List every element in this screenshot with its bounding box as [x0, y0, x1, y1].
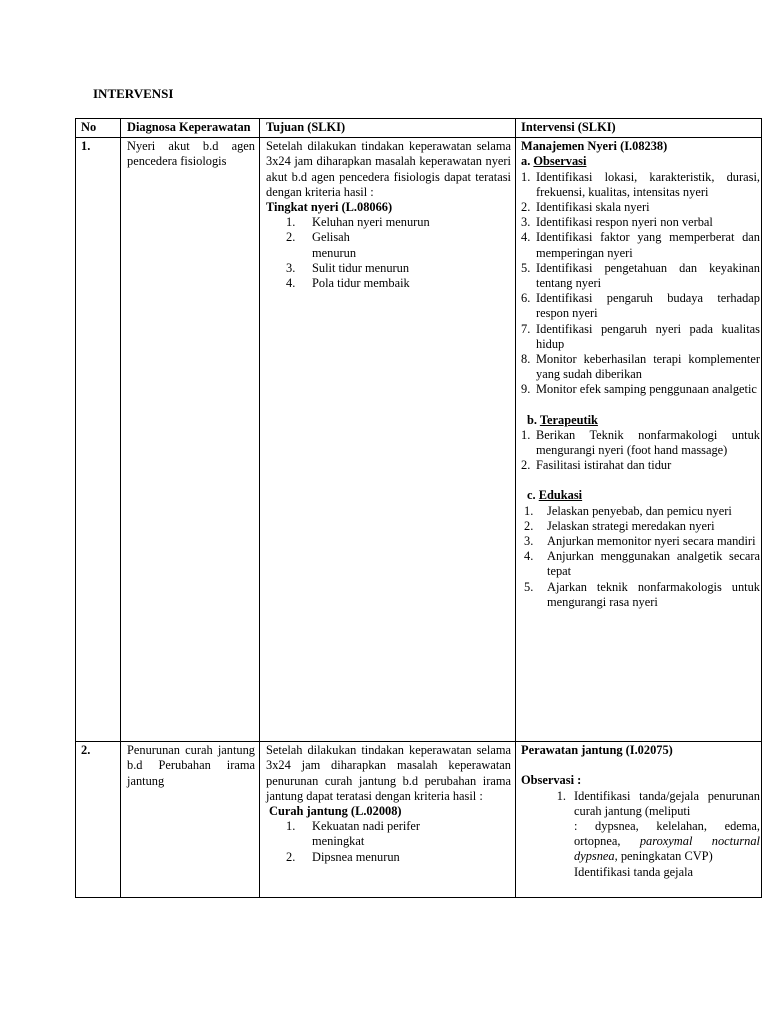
list-item: 9. Monitor efek samping penggunaan analgetic [521, 382, 757, 397]
observasi-heading: a. Observasi [521, 154, 587, 169]
list-item: 1. Jelaskan penyebab, dan pemicu nyeri [524, 503, 732, 518]
edukasi-heading: c. Edukasi [527, 488, 583, 503]
intervention-table [75, 118, 762, 898]
diagnosa-cell: Nyeri akut b.d agen pencedera fisiologis [121, 138, 260, 742]
list-item: 5. Ajarkan teknik nonfarmakologis untuk mengurangi rasa nyeri [524, 579, 760, 609]
list-item: 4. Pola tidur membaik [286, 276, 410, 291]
intervensi-cell [516, 138, 762, 742]
observasi-list [521, 170, 760, 398]
list-item: 3. Sulit tidur menurun [286, 260, 410, 275]
tujuan-cell [260, 138, 516, 742]
intervensi-title: Perawatan jantung (I.02075) [521, 743, 673, 758]
intervensi-cell [516, 742, 762, 898]
header-tujuan: Tujuan (SLKI) [260, 119, 516, 138]
list-item: 6. Identifikasi pengaruh budaya terhadap respon nyeri [521, 291, 760, 321]
list-item: 4. Anjurkan menggunakan analgetik secara tepat [524, 549, 760, 579]
observasi-heading: Observasi : [521, 773, 582, 788]
header-intervensi: Intervensi (SLKI) [516, 119, 762, 138]
header-no: No [76, 119, 121, 138]
list-item: 7. Identifikasi pengaruh nyeri pada kualitas hidup [521, 321, 760, 351]
tujuan-heading: Tingkat nyeri (L.08066) [266, 200, 393, 215]
intervensi-title: Manajemen Nyeri (I.08238) [521, 139, 668, 154]
list-item: 2. Dipsnea menurun [286, 849, 400, 864]
page-title: INTERVENSI [93, 86, 174, 101]
edukasi-list [521, 504, 760, 610]
list-item: 3. Identifikasi respon nyeri non verbal [521, 215, 713, 230]
terapeutik-list [521, 428, 760, 474]
table-row [76, 742, 762, 898]
observasi-list [521, 789, 760, 880]
tujuan-heading: Curah jantung (L.02008) [269, 804, 402, 819]
table-row [76, 138, 762, 742]
list-item: 3. Anjurkan memonitor nyeri secara mandiri [524, 534, 756, 549]
list-item: 2. Gelisah menurun [286, 230, 357, 260]
table-header-row [76, 119, 762, 138]
list-item: 2. Jelaskan strategi meredakan nyeri [524, 518, 715, 533]
list-item: 1. Keluhan nyeri menurun [286, 215, 430, 230]
row-number: 1. [76, 138, 121, 742]
tujuan-text: Setelah dilakukan tindakan keperawatan selama 3x24 jam diharapkan masalah keperawatan penurunan curah jantung b.d perubahan irama jantung dapat teratasi dengan kriteria hasil : [266, 743, 511, 803]
list-item: 1. Kekuatan nadi perifer meningkat [286, 819, 421, 849]
tujuan-text: Setelah dilakukan tindakan keperawatan selama 3x24 jam diharapkan masalah keperawatan nyeri akut b.d agen pencedera fisiologis dapat teratasi dengan kriteria hasil : [266, 139, 511, 199]
list-item: 1. Identifikasi lokasi, karakteristik, durasi, frekuensi, kualitas, intensitas nyeri [521, 169, 760, 199]
header-diagnosa: Diagnosa Keperawatan [121, 119, 260, 138]
diagnosa-cell: Penurunan curah jantung b.d Perubahan irama jantung [121, 742, 260, 898]
list-item: 4. Identifikasi faktor yang memperberat dan memperingan nyeri [521, 230, 760, 260]
list-item: 2. Fasilitasi istirahat dan tidur [521, 458, 672, 473]
terapeutik-heading: b. Terapeutik [527, 412, 598, 427]
list-item: 1. Berikan Teknik nonfarmakologi untuk mengurangi nyeri (foot hand massage) [521, 427, 760, 458]
list-item: 1. Identifikasi tanda/gejala penurunan curah jantung (meliputi : dypsnea, kelelahan, edema, ortopnea, paroxymal nocturnal dypsnea, peningkatan CVP) Identifikasi tanda gejala [556, 788, 760, 879]
list-item: 2. Identifikasi skala nyeri [521, 200, 650, 215]
tujuan-cell [260, 742, 516, 898]
row-number: 2. [76, 742, 121, 898]
list-item: 5. Identifikasi pengetahuan dan keyakinan tentang nyeri [521, 260, 760, 291]
list-item: 8. Monitor keberhasilan terapi komplementer yang sudah diberikan [521, 352, 760, 382]
tujuan-list [266, 215, 511, 291]
tujuan-list [266, 819, 511, 865]
